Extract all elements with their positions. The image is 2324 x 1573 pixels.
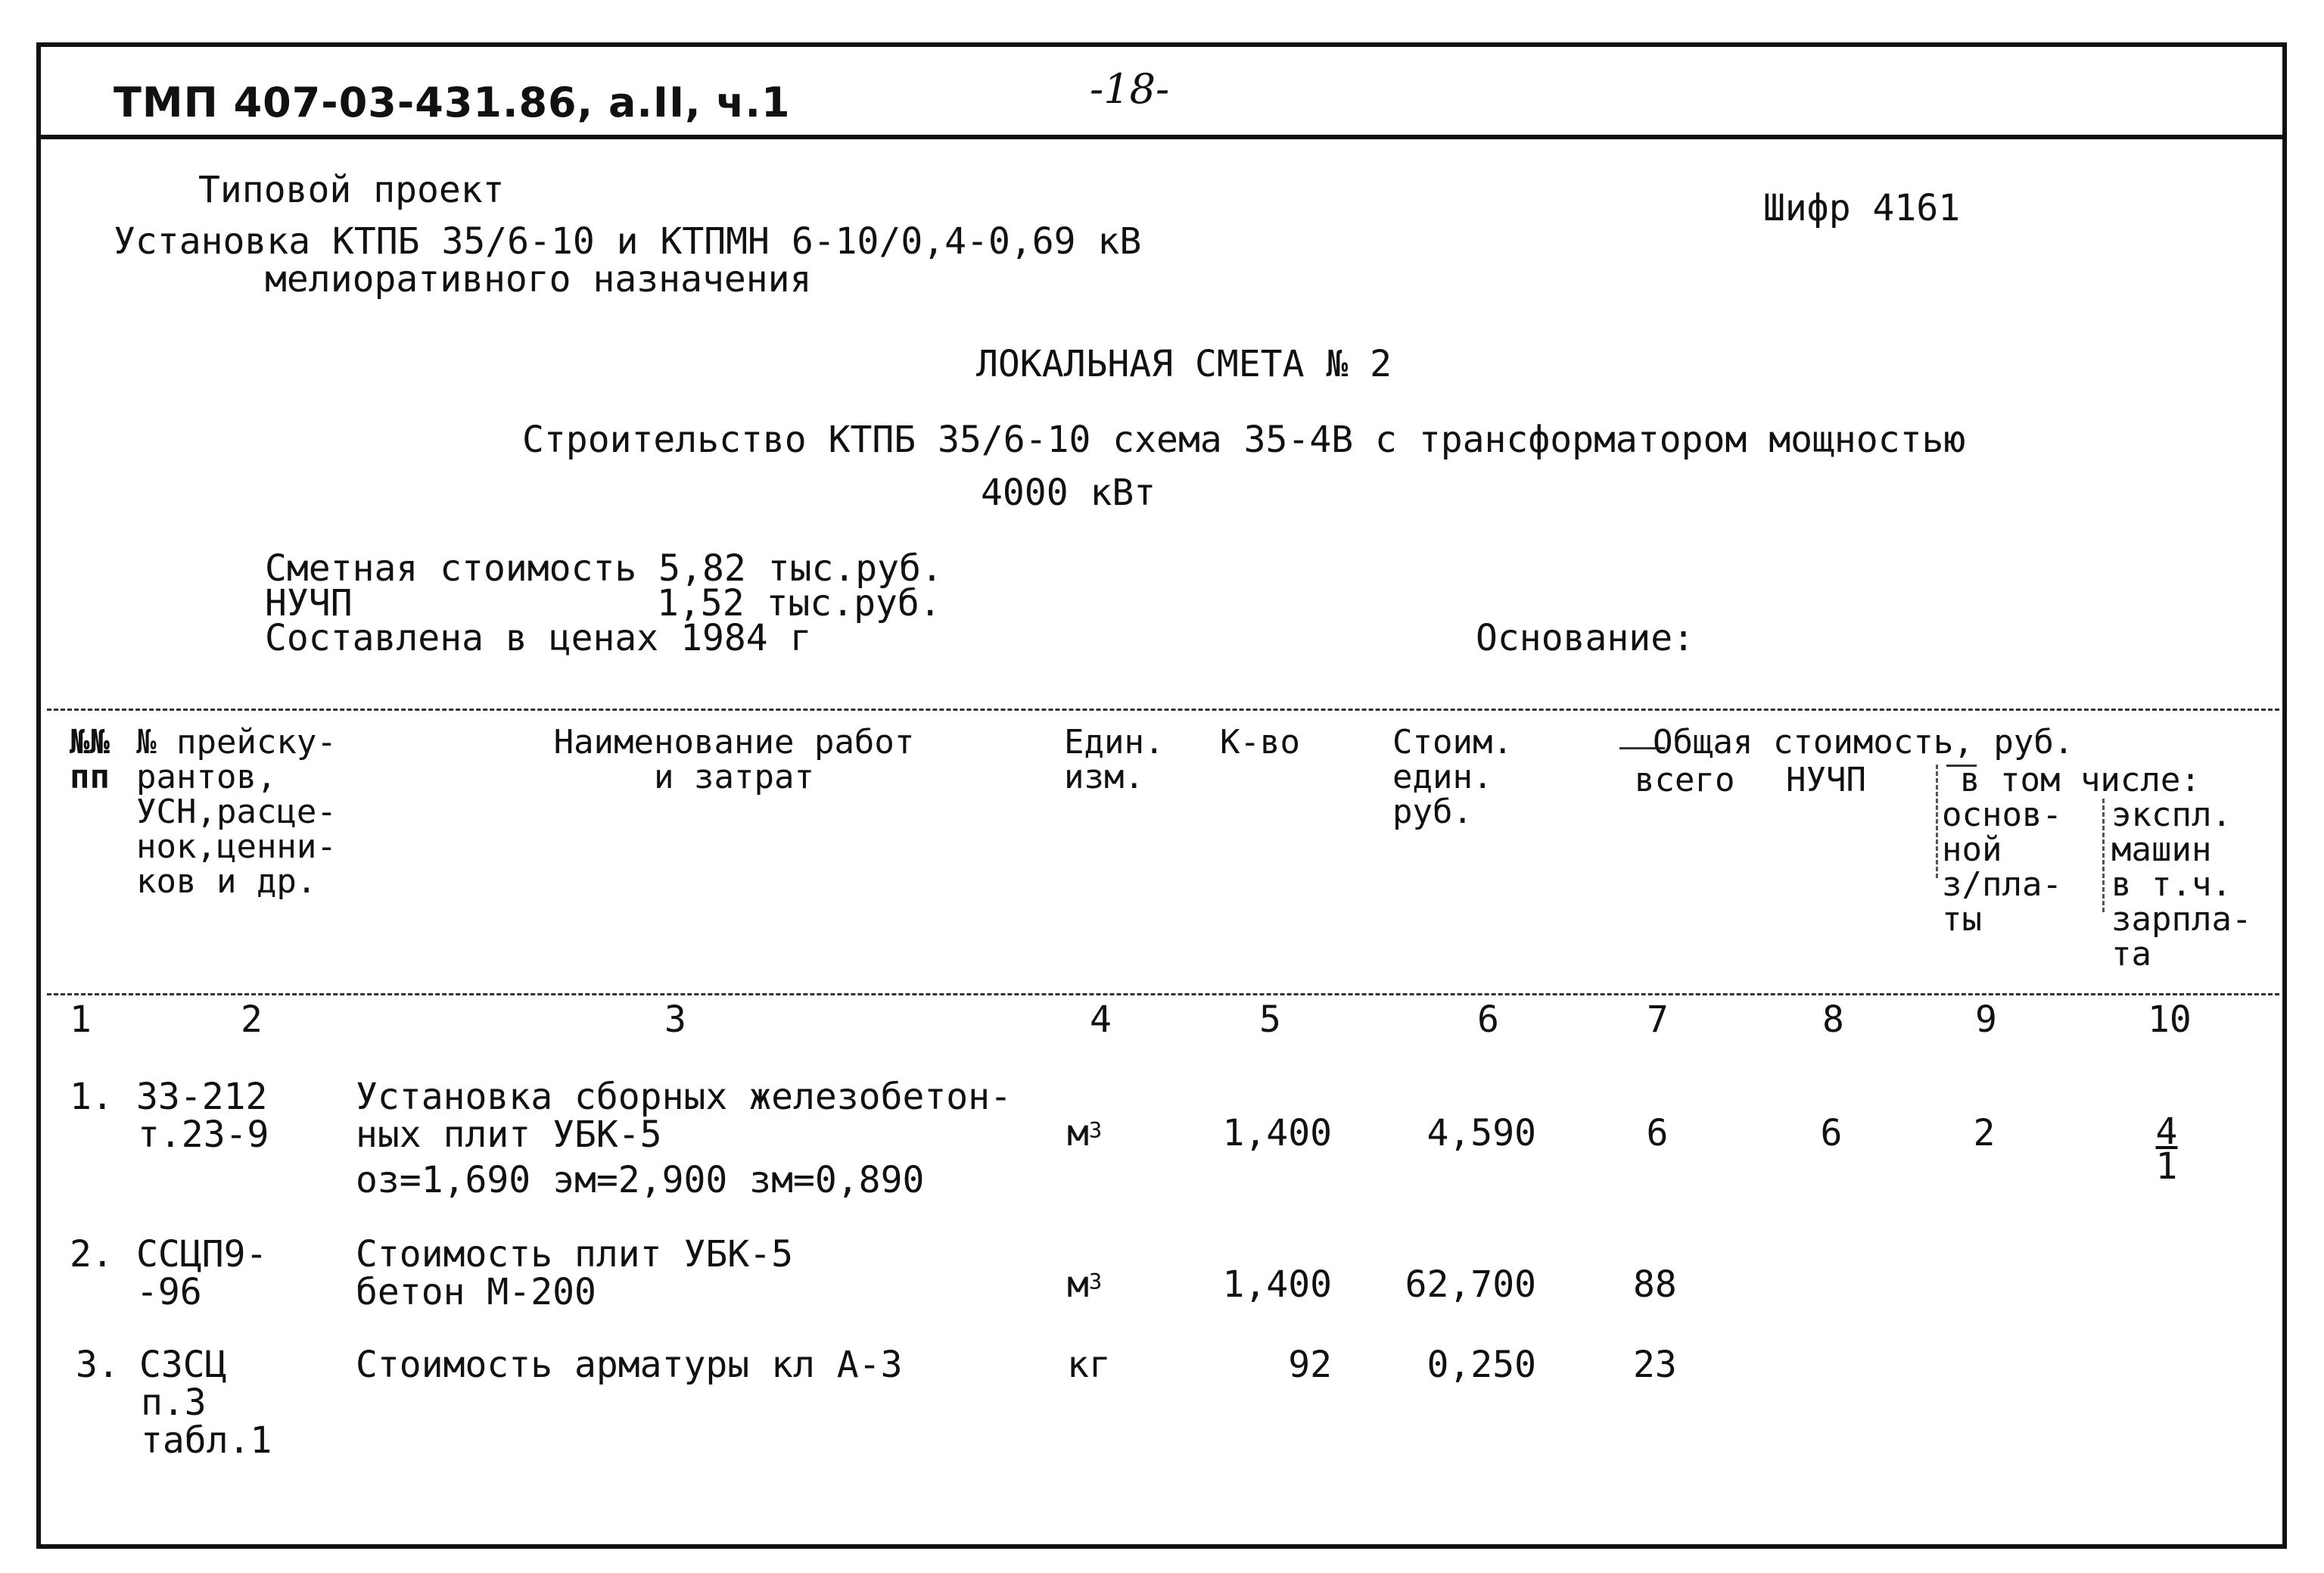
row-name: Стоимость арматуры кл А-3 bbox=[356, 1344, 903, 1386]
row-unit: $м^3$ bbox=[1067, 1263, 1103, 1306]
header-divider bbox=[36, 135, 2287, 139]
row-nuchp: 6 bbox=[1820, 1112, 1843, 1154]
col-number: 3 bbox=[664, 998, 686, 1041]
prices-year: Составлена в ценах 1984 г bbox=[265, 617, 812, 659]
row-total: 23 bbox=[1633, 1344, 1677, 1386]
row-number: 1. bbox=[70, 1076, 114, 1118]
col-number: 10 bbox=[2148, 998, 2192, 1041]
estimate-title: ЛОКАЛЬНАЯ СМЕТА № 2 bbox=[976, 343, 1392, 385]
project-title-line1: Установка КТПБ 35/6-10 и КТПМН 6-10/0,4-0,69 кВ bbox=[114, 220, 1142, 263]
row-qty: 1,400 bbox=[1222, 1263, 1332, 1306]
header-col8: НУЧП bbox=[1786, 761, 1866, 799]
table-top-rule bbox=[47, 709, 2279, 711]
project-title-line2: мелиоративного назначения bbox=[265, 258, 812, 301]
col-number: 6 bbox=[1477, 998, 1499, 1041]
row-number: 2. bbox=[70, 1233, 114, 1276]
col-number: 9 bbox=[1975, 998, 1997, 1041]
estimate-subject-line1: Строительство КТПБ 35/6-10 схема 35-4В с трансформатором мощностью bbox=[522, 419, 1966, 461]
row-total: 88 bbox=[1633, 1263, 1677, 1306]
col-number: 4 bbox=[1090, 998, 1112, 1041]
row-wages: 2 bbox=[1973, 1112, 1996, 1154]
page-number: -18- bbox=[1090, 65, 1170, 113]
header-col2: № прейску- рантов, УСН,расце- нок,ценни- ков и др. bbox=[136, 723, 337, 901]
header-col7: всего bbox=[1635, 761, 1735, 799]
header-col5: К-во bbox=[1220, 723, 1300, 762]
row-machines: 4 bbox=[2155, 1110, 2178, 1153]
nuchp-label: НУЧП bbox=[265, 582, 353, 625]
header-total-group: Общая стоимость, руб. bbox=[1653, 723, 2074, 762]
header-incl: в том числе: bbox=[1960, 761, 2201, 799]
row-total: 6 bbox=[1646, 1112, 1669, 1154]
row-name: Стоимость плит УБК-5 бетон М-200 bbox=[356, 1233, 793, 1313]
document-code: ТМП 407-03-431.86, а.II, ч.1 bbox=[114, 79, 791, 126]
estimate-cost: Сметная стоимость 5,82 тыс.руб. bbox=[265, 547, 943, 590]
row-unit: $м^3$ bbox=[1067, 1112, 1103, 1154]
row-machine-wages: 1 bbox=[2155, 1145, 2178, 1188]
header-col10: экспл. машин в т.ч. зарпла- та bbox=[2111, 796, 2252, 973]
row-code: 33-212 т.23-9 bbox=[136, 1076, 269, 1156]
row-extra: оз=1,690 эм=2,900 зм=0,890 bbox=[356, 1159, 925, 1201]
header-col3: Наименование работ и затрат bbox=[553, 723, 915, 796]
col-number: 1 bbox=[70, 998, 92, 1041]
header-col6: Стоим. един. руб. bbox=[1392, 723, 1513, 831]
table-header-rule bbox=[47, 993, 2279, 995]
col-number: 2 bbox=[241, 998, 263, 1041]
row-price: 4,590 bbox=[1426, 1112, 1536, 1154]
row-number: 3. bbox=[76, 1344, 120, 1386]
row-price: 62,700 bbox=[1405, 1263, 1536, 1306]
estimate-subject-line2: 4000 кВт bbox=[981, 472, 1156, 514]
col-number: 5 bbox=[1259, 998, 1281, 1041]
row-qty: 1,400 bbox=[1222, 1112, 1332, 1154]
project-type: Типовой проект bbox=[198, 169, 505, 211]
row-code: ССЦП9- -96 bbox=[136, 1233, 268, 1313]
col10-divider bbox=[2102, 799, 2105, 912]
row-price: 0,250 bbox=[1426, 1344, 1536, 1386]
col-number: 8 bbox=[1822, 998, 1844, 1041]
header-col4: Един. изм. bbox=[1064, 723, 1165, 796]
row-name: Установка сборных железобетон- ных плит УБК-5 bbox=[356, 1076, 1012, 1156]
row-unit: кг bbox=[1067, 1344, 1111, 1386]
row-code: СЗСЦ п.3 табл.1 bbox=[139, 1344, 272, 1462]
header-col1: №№ пп bbox=[70, 723, 110, 796]
row-qty: 92 bbox=[1288, 1344, 1332, 1386]
col9-divider bbox=[1936, 765, 1938, 878]
basis-label: Основание: bbox=[1476, 617, 1694, 659]
header-col9: основ- ной з/пла- ты bbox=[1942, 796, 2062, 939]
nuchp-value: 1,52 тыс.руб. bbox=[657, 582, 941, 625]
cipher: Шифр 4161 bbox=[1763, 187, 1961, 229]
col-number: 7 bbox=[1647, 998, 1669, 1041]
